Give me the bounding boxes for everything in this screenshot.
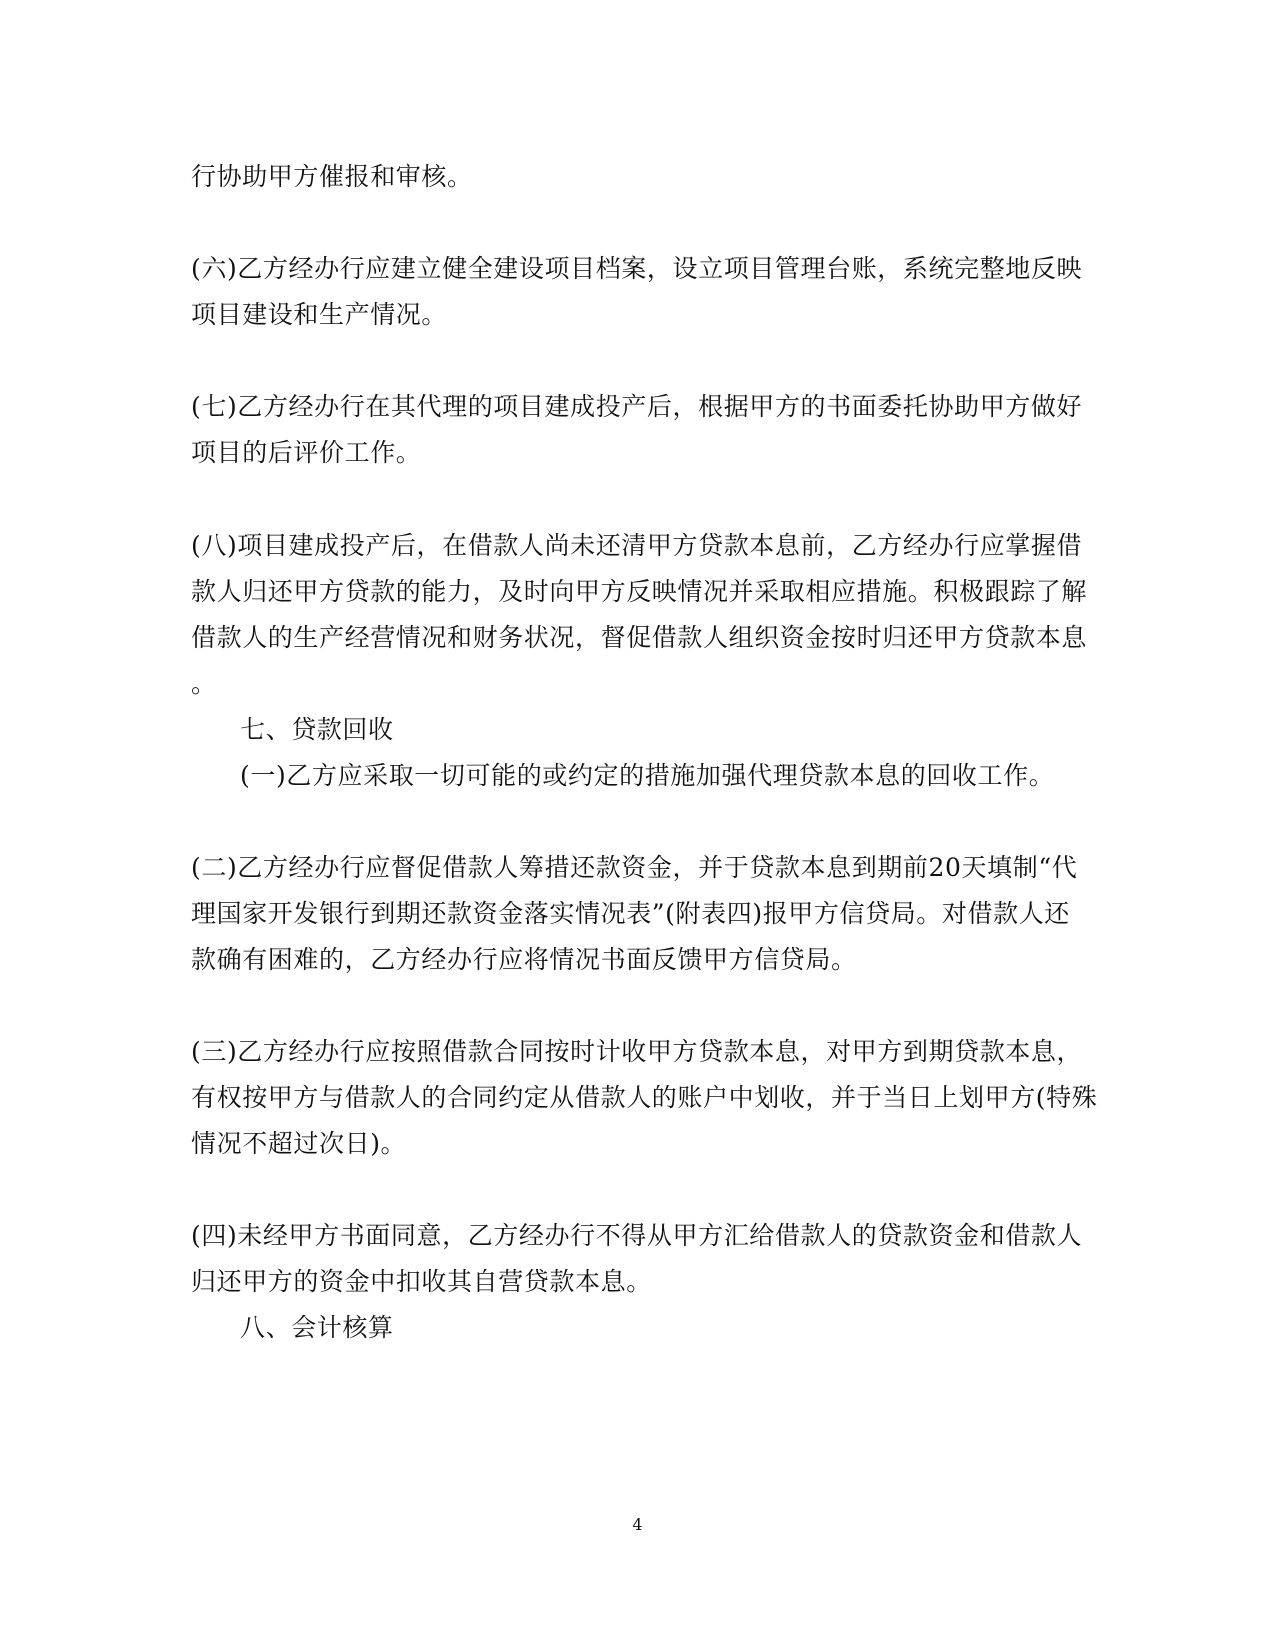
recovery-clause-2-line-1: (二)乙方经办行应督促借款人筹措还款资金，并于贷款本息到期前20天填制“代 (191, 853, 1078, 882)
text-line: 行协助甲方催报和审核。 (191, 162, 473, 191)
recovery-clause-4-line-1: (四)未经甲方书面同意，乙方经办行不得从甲方汇给借款人的贷款资金和借款人 (191, 1221, 1083, 1250)
recovery-clause-4-line-2: 归还甲方的资金中扣收其自营贷款本息。 (191, 1267, 652, 1296)
clause-7-line-1: (七)乙方经办行在其代理的项目建成投产后，根据甲方的书面委托协助甲方做好 (191, 392, 1083, 421)
recovery-clause-3-line-2: 有权按甲方与借款人的合同约定从借款人的账户中划收，并于当日上划甲方(特殊 (191, 1083, 1098, 1112)
recovery-clause-2-line-2: 理国家开发银行到期还款资金落实情况表”(附表四)报甲方信贷局。对借款人还 (191, 899, 1070, 928)
clause-6-line-1: (六)乙方经办行应建立健全建设项目档案，设立项目管理台账，系统完整地反映 (191, 254, 1083, 283)
clause-7-line-2: 项目的后评价工作。 (191, 438, 422, 467)
page-number: 4 (632, 1515, 643, 1534)
clause-8-line-2: 款人归还甲方贷款的能力，及时向甲方反映情况并采取相应措施。积极跟踪了解 (191, 577, 1088, 606)
recovery-clause-1: (一)乙方应采取一切可能的或约定的措施加强代理贷款本息的回收工作。 (240, 761, 1055, 790)
recovery-clause-3-line-3: 情况不超过次日)。 (191, 1129, 407, 1158)
recovery-clause-3-line-1: (三)乙方经办行应按照借款合同按时计收甲方贷款本息，对甲方到期贷款本息， (191, 1037, 1083, 1066)
clause-8-line-3: 借款人的生产经营情况和财务状况，督促借款人组织资金按时归还甲方贷款本息 (191, 623, 1088, 652)
section-heading-7: 七、贷款回收 (240, 715, 394, 744)
recovery-clause-2-line-3: 款确有困难的，乙方经办行应将情况书面反馈甲方信贷局。 (191, 945, 857, 974)
clause-6-line-2: 项目建设和生产情况。 (191, 300, 448, 329)
section-heading-8: 八、会计核算 (240, 1313, 394, 1342)
clause-8-line-1: (八)项目建成投产后，在借款人尚未还清甲方贷款本息前，乙方经办行应掌握借 (191, 531, 1083, 560)
clause-8-line-4: 。 (191, 669, 217, 698)
